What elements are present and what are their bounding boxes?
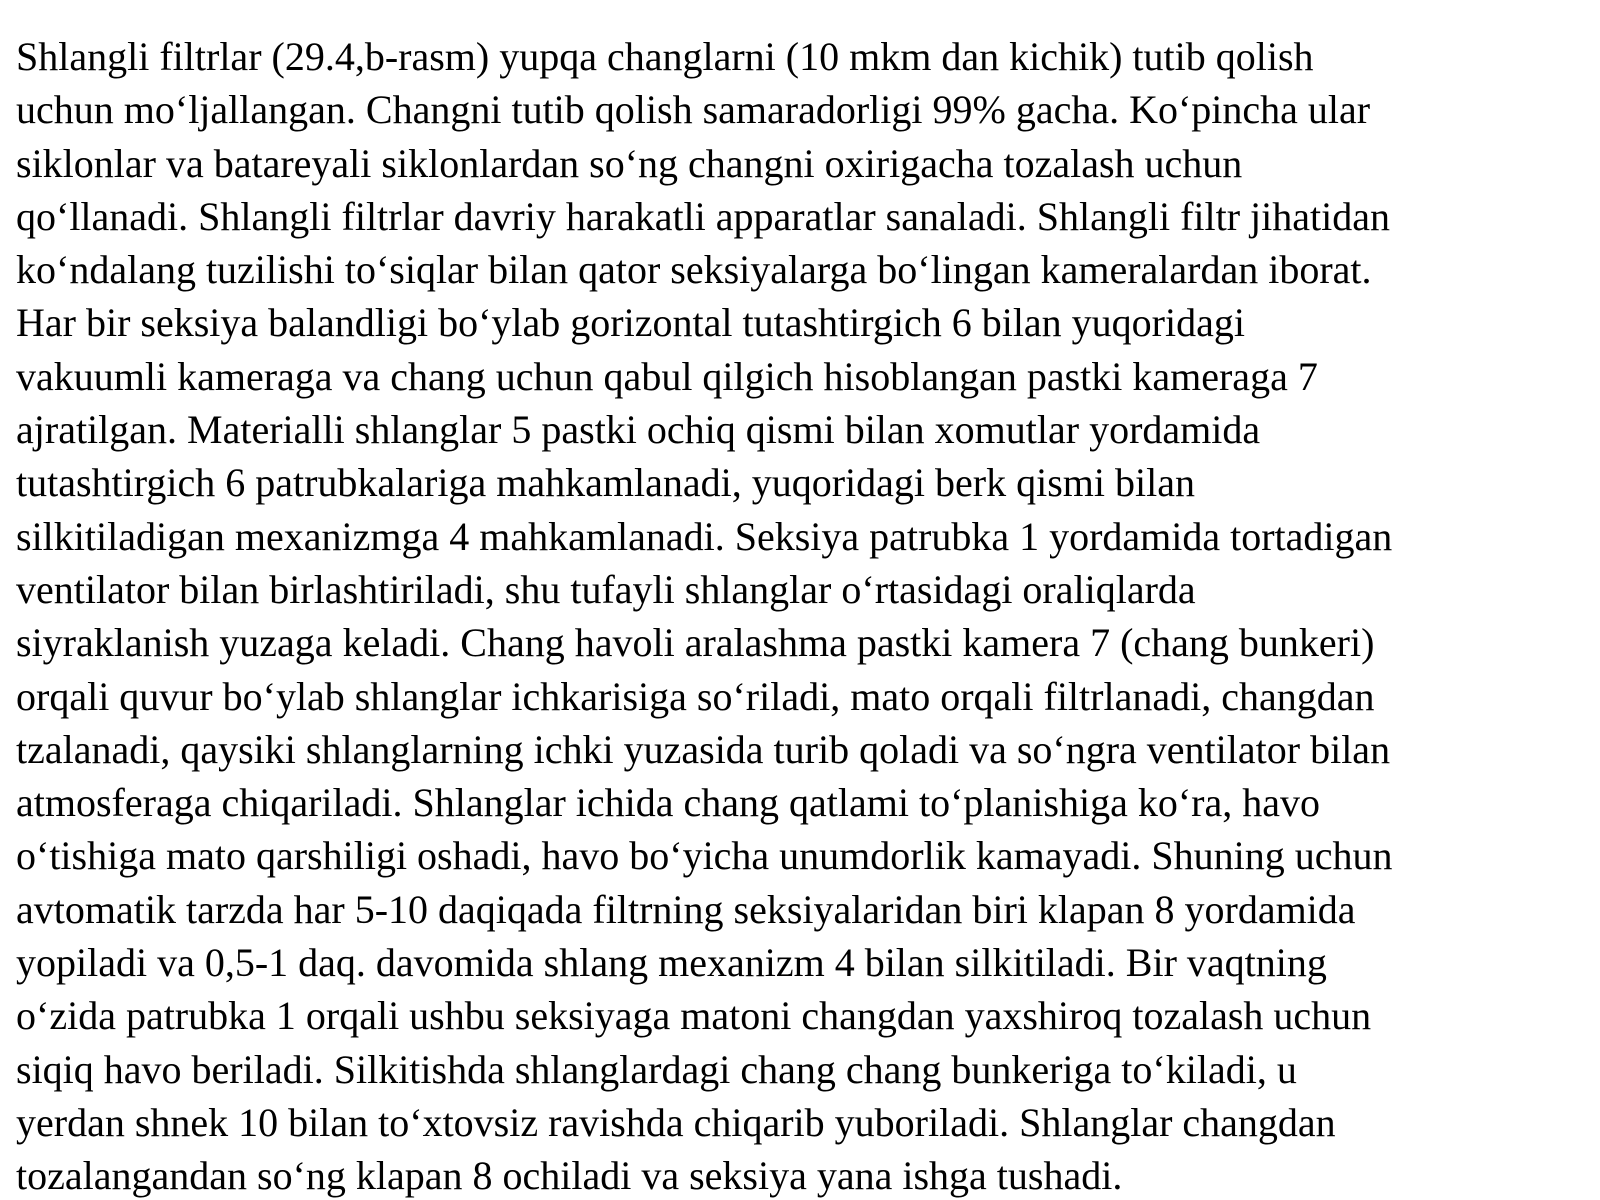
- text-line: uchun mo‘ljallangan. Changni tutib qolish samaradorligi 99% gacha. Ko‘pincha ular: [16, 87, 1371, 133]
- text-line: atmosferaga chiqariladi. Shlanglar ichida chang qatlami to‘planishiga ko‘ra, havo: [16, 780, 1320, 826]
- text-line: tzalanadi, qaysiki shlanglarning ichki yuzasida turib qoladi va so‘ngra ventilator bilan: [16, 726, 1391, 772]
- text-line: Shlangli filtrlar (29.4,b-rasm) yupqa changlarni (10 mkm dan kichik) tutib qolish: [16, 34, 1314, 79]
- text-line: siklonlar va batareyali siklonlardan so‘ng changni oxirigacha tozalash uchun: [16, 140, 1243, 186]
- text-line: avtomatik tarzda har 5-10 daqiqada filtrning seksiyalaridan biri klapan 8 yordamida: [16, 886, 1356, 932]
- text-line: orqali quvur bo‘ylab shlanglar ichkarisiga so‘riladi, mato orqali filtrlanadi, changdan: [16, 673, 1375, 719]
- text-line: ventilator bilan birlashtiriladi, shu tufayli shlanglar o‘rtasidagi oraliqlarda: [16, 566, 1196, 612]
- text-line: Har bir seksiya balandligi bo‘ylab gorizontal tutashtirgich 6 bilan yuqoridagi: [16, 300, 1245, 346]
- text-line: qo‘llanadi. Shlangli filtrlar davriy harakatli apparatlar sanaladi. Shlangli filtr jihatidan: [16, 193, 1391, 239]
- body-paragraph: [16, 30, 1392, 1200]
- text-line: ko‘ndalang tuzilishi to‘siqlar bilan qator seksiyalarga bo‘lingan kameralardan iborat.: [16, 247, 1372, 293]
- text-line: yopiladi va 0,5-1 daq. davomida shlang mexanizm 4 bilan silkitiladi. Bir vaqtning: [16, 940, 1327, 986]
- text-line: o‘tishiga mato qarshiligi oshadi, havo bo‘yicha unumdorlik kamayadi. Shuning uchun: [16, 833, 1393, 879]
- text-line: tozalangandan so‘ng klapan 8 ochiladi va seksiya yana ishga tushadi.: [16, 1153, 1123, 1199]
- text-line: ajratilgan. Materialli shlanglar 5 pastki ochiq qismi bilan xomutlar yordamida: [16, 407, 1261, 453]
- text-line: siqiq havo beriladi. Silkitishda shlanglardagi chang chang bunkeriga to‘kiladi, u: [16, 1046, 1297, 1092]
- text-line: siyraklanish yuzaga keladi. Chang havoli aralashma pastki kamera 7 (chang bunkeri): [16, 620, 1375, 666]
- text-line: yerdan shnek 10 bilan to‘xtovsiz ravishda chiqarib yuboriladi. Shlanglar changdan: [16, 1099, 1336, 1145]
- text-line: tutashtirgich 6 patrubkalariga mahkamlanadi, yuqoridagi berk qismi bilan: [16, 460, 1195, 506]
- text-line: o‘zida patrubka 1 orqali ushbu seksiyaga matoni changdan yaxshiroq tozalash uchun: [16, 993, 1372, 1039]
- text-line: silkitiladigan mexanizmga 4 mahkamlanadi. Seksiya patrubka 1 yordamida tortadigan: [16, 513, 1393, 559]
- text-line: vakuumli kameraga va chang uchun qabul qilgich hisoblangan pastki kameraga 7: [16, 353, 1318, 399]
